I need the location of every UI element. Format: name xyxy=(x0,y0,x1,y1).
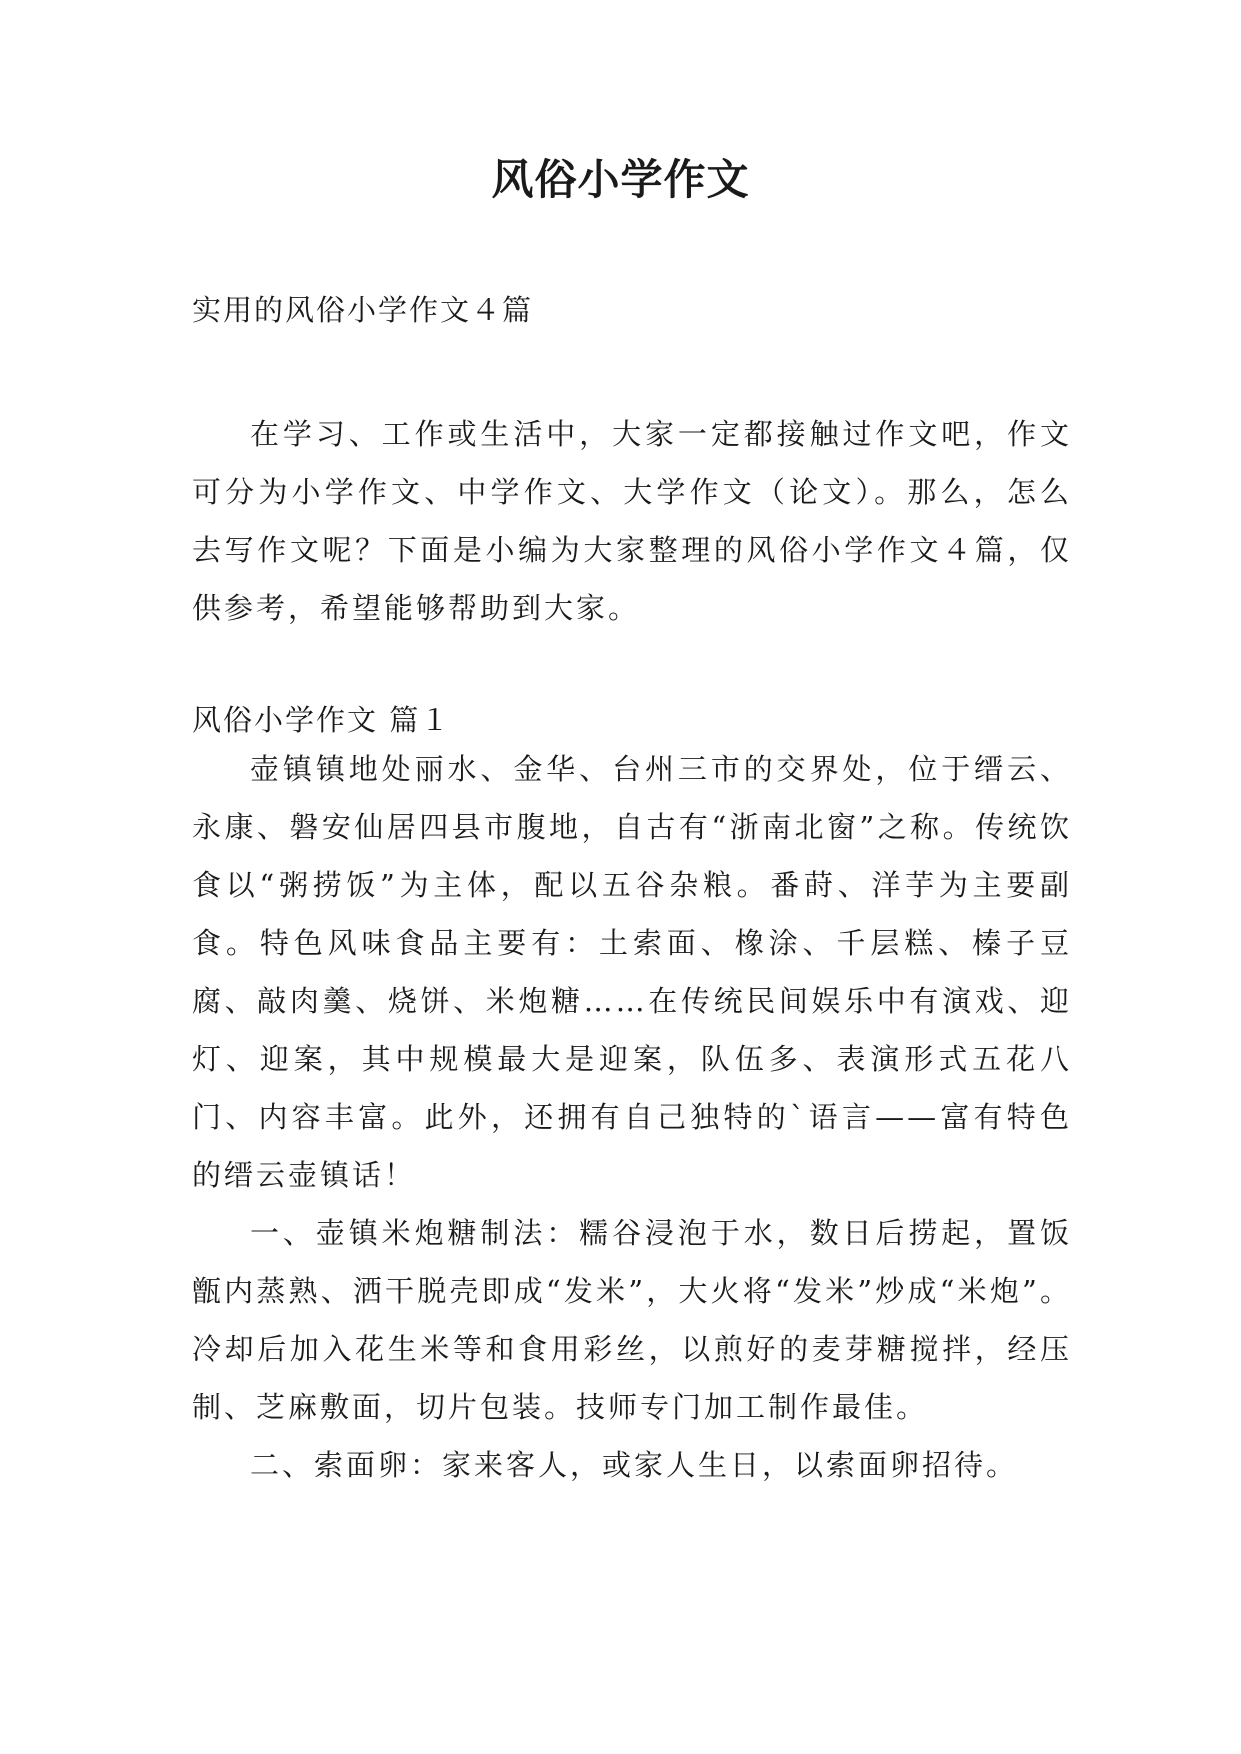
section-body xyxy=(192,740,1072,1494)
body-paragraph: 壶镇镇地处丽水、金华、台州三市的交界处，位于缙云、永康、磐安仙居四县市腹地，自古有“浙南北窗”之称。传统饮食以“粥捞饭”为主体，配以五谷杂粮。番莳、洋芋为主要副食。特色风味食品主要有：土索面、橡涂、千层糕、榛子豆腐、敲肉羹、烧饼、米炮糖……在传统民间娱乐中有演戏、迎灯、迎案，其中规模最大是迎案，队伍多、表演形式五花八门、内容丰富。此外，还拥有自己独特的`语言——富有特色的缙云壶镇话！ xyxy=(192,752,1072,1192)
document-subtitle: 实用的风俗小学作文４篇 xyxy=(192,293,534,327)
page-title: 风俗小学作文 xyxy=(491,155,750,204)
body-paragraph: 一、壶镇米炮糖制法：糯谷浸泡于水，数日后捞起，置饭甑内蒸熟、洒干脱壳即成“发米”，大火将“发米”炒成“米炮”。冷却后加入花生米等和食用彩丝，以煎好的麦芽糖搅拌，经压制、芝麻敷面，切片包装。技师专门加工制作最佳。 xyxy=(192,1216,1072,1424)
section-heading: 风俗小学作文 篇１ xyxy=(192,703,452,737)
intro-section xyxy=(192,405,1072,637)
body-paragraph: 二、索面卵：家来客人，或家人生日，以索面卵招待。 xyxy=(250,1448,1019,1482)
intro-paragraph: 在学习、工作或生活中，大家一定都接触过作文吧，作文可分为小学作文、中学作文、大学作文（论文）。那么，怎么去写作文呢？下面是小编为大家整理的风俗小学作文４篇，仅供参考，希望能够帮助到大家。 xyxy=(192,417,1072,625)
